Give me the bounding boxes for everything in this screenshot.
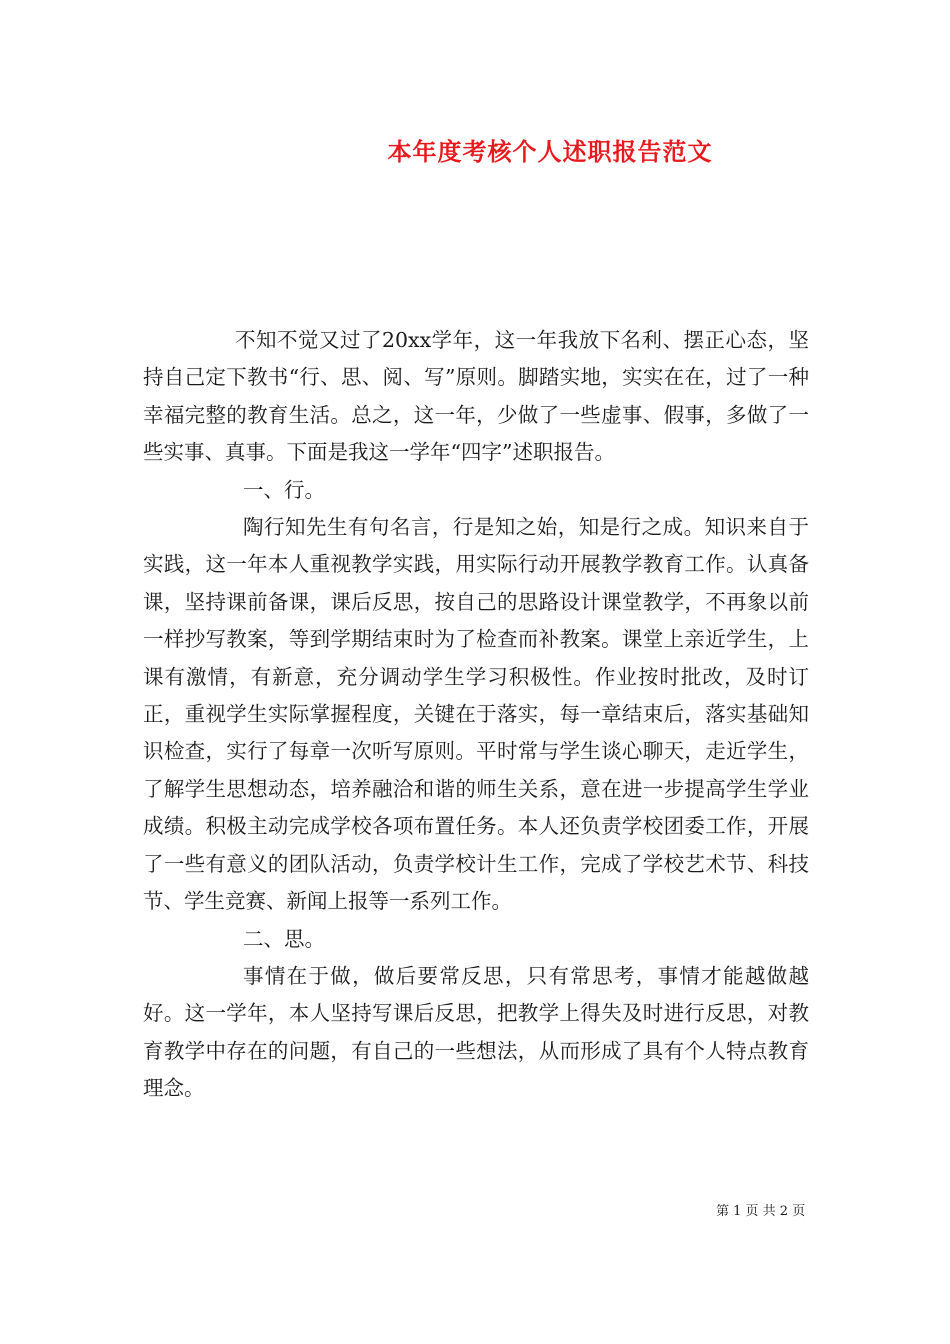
page-number: 第 1 页 共 2 页 bbox=[716, 1204, 806, 1219]
paragraph-intro: 不知不觉又过了20xx学年，这一年我放下名利、摆正心态，坚持自己定下教书“行、思、阅、写”原则。脚踏实地，实实在在，过了一种幸福完整的教育生活。总之，这一年，少做了一些虚事、假事，多做了一些实事、真事。下面是我这一学年“四字”述职报告。 bbox=[143, 328, 809, 465]
section-heading-xing: 一、行。 bbox=[243, 477, 325, 502]
paragraph-si: 事情在于做，做后要常反思，只有常思考，事情才能越做越好。这一学年，本人坚持写课后反思，把教学上得失及时进行反思，对教育教学中存在的问题，有自己的一些想法，从而形成了具有个人特点教育理念。 bbox=[143, 963, 809, 1101]
paragraph-xing: 陶行知先生有句名言，行是知之始，知是行之成。知识来自于实践，这一年本人重视教学实践，用实际行动开展教学教育工作。认真备课，坚持课前备课，课后反思，按自己的思路设计课堂教学，不再象以前一样抄写教案，等到学期结束时为了检查而补教案。课堂上亲近学生，上课有激情，有新意，充分调动学生学习积极性。作业按时批改，及时订正，重视学生实际掌握程度，关键在于落实，每一章结束后，落实基础知识检查，实行了每章一次听写原则。平时常与学生谈心聊天，走近学生，了解学生思想动态，培养融洽和谐的师生关系，意在进一步提高学生学业成绩。积极主动完成学校各项布置任务。本人还负责学校团委工作，开展了一些有意义的团队活动，负责学校计生工作，完成了学校艺术节、科技节、学生竞赛、新闻上报等一系列工作。 bbox=[143, 515, 809, 914]
document-title: 本年度考核个人述职报告范文 bbox=[387, 137, 713, 166]
section-heading-si: 二、思。 bbox=[243, 926, 325, 951]
document-body bbox=[143, 322, 809, 1108]
